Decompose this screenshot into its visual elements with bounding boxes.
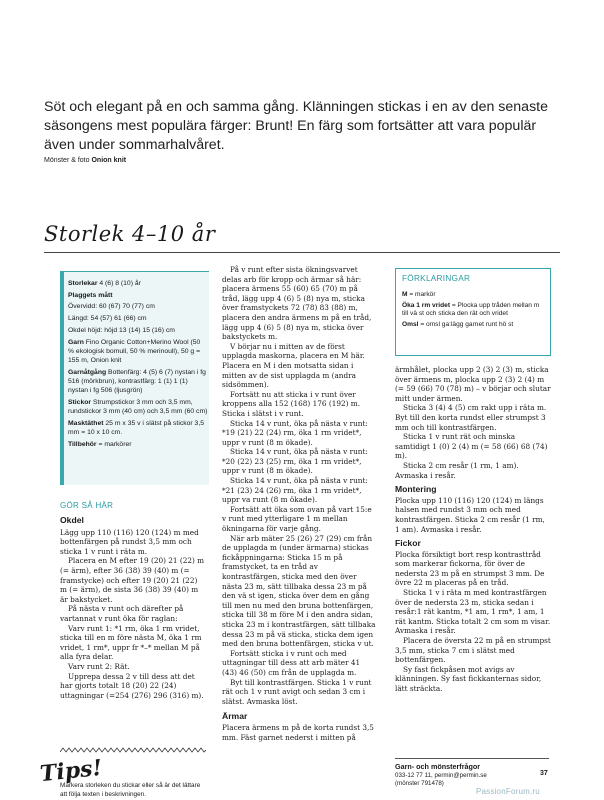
specs-box xyxy=(60,271,209,485)
col3-para: Sticka 2 cm resår (1 rm, 1 am). Avmaska i resår. xyxy=(395,460,519,480)
fickor-heading: Fickor xyxy=(395,538,421,549)
column-1-text xyxy=(60,516,206,700)
okdel-heading: Okdel xyxy=(60,515,84,525)
fork-oka-text: = Plocka upp tråden mellan m till vä st och sticka den rät och vridet xyxy=(402,301,540,318)
forklaringar-label: FÖRKLARINGAR xyxy=(402,274,471,283)
fork-m-label: M xyxy=(402,291,408,298)
col1-para: Varv runt 1: *1 rm, öka 1 rm vridet, sticka till en m före nästa M, öka 1 rm vridet, 1 rm*, uppr fr *–* mellan M på alla fyra delar. xyxy=(60,623,202,662)
spec-stickor: Strumpstickor 3 mm och 3,5 mm, rundstickor 3 mm (40 cm) och 3,5 mm (60 cm) xyxy=(68,399,208,415)
fork-omsl-label: Omsl xyxy=(402,320,419,328)
spec-garnatgang-label: Garnåtgång xyxy=(68,369,107,376)
spec-tillbehor-label: Tillbehör xyxy=(68,441,97,448)
col2-para: Fortsätt att öka som ovan på vart 15:e v runt med ytterligare 1 m mellan ökningarna för varje gång. xyxy=(222,504,372,534)
tips-text: Markera storleken du stickar eller så är det lättare att följa texten i beskrivningen. xyxy=(60,782,201,798)
col2-para: Fortsätt nu att sticka i v runt över kroppens alla 152 (168) 176 (192) m. Sticka i slätst i v runt. xyxy=(222,389,361,418)
spec-langd: Längd: 54 (57) 61 (66) cm xyxy=(68,315,147,322)
fork-omsl-text: = omsl ga:lägg garnet runt hö st xyxy=(420,320,514,328)
size-title: Storlek 4–10 år xyxy=(44,222,216,246)
spec-tillbehor: = markörer xyxy=(98,441,132,448)
col3-para: Sticka 1 v i räta m med kontrastfärgen över de nedersta 23 m, sticka sedan i resår:1 rät kantm, *1 am, 1 rm*, 1 am, 1 rät kantm. Sticka totalt 2 cm som m visar. Avmaska i resår. xyxy=(395,588,551,636)
col1-para: Lägg upp 110 (116) 120 (124) m med bottenfärgen på rundst 3,5 mm och sticka 1 v runt i räta m. xyxy=(60,527,199,556)
spec-storlekar: 4 (6) 8 (10) år xyxy=(99,280,141,287)
col2-para: Sticka 14 v runt, öka på nästa v runt: *19 (21) 22 (24) rm, öka 1 rm vridet*, uppr v runt (8 m ökade). xyxy=(222,418,368,447)
col2-para: Byt till kontrastfärgen. Sticka 1 v runt rät och 1 v runt avigt och sedan 3 cm i slätst. Avmaska löst. xyxy=(222,677,372,706)
spec-masktathet-label: Masktäthet xyxy=(68,420,104,427)
title-divider xyxy=(44,252,560,253)
page-number: 37 xyxy=(540,770,548,777)
credit-label: Mönster & foto xyxy=(44,157,90,164)
spec-garnatgang: Bottenfärg: 4 (5) 6 (7) nystan i fg 516 (mörkbrun), kontrastfärg: 1 (1) 1 (1) nystan i fg 506 (ljusgrön) xyxy=(68,369,206,394)
col3-para: Sticka 1 v runt rät och minska samtidigt 1 (0) 2 (4) m (= 58 (66) 68 (74) m). xyxy=(395,432,548,461)
col2-para: Sticka 14 v runt, öka på nästa v runt: *21 (23) 24 (26) rm, öka 1 rm vridet*, uppr va runt (8 m ökade). xyxy=(222,476,368,505)
contact-line-1: 033-12 77 11, permin@permin.se xyxy=(395,772,487,779)
col2-para: Fortsätt sticka i v runt och med uttagningar till dess att arb mäter 41 (43) 46 (50) cm från de upplagda m. xyxy=(222,648,361,677)
intro-text: Söt och elegant på en och samma gång. Klänningen stickas i en av den senaste säsongens mest populära färger: Brunt! En färg som fortsätter att vara populär även under sommarhalvåret. xyxy=(44,99,548,153)
col2-para: Sticka 14 v runt, öka på nästa v runt: *20 (22) 23 (25) rm, öka 1 rm vridet*, uppr v runt (8 m ökade). xyxy=(222,447,368,476)
col2-para: Placera ärmens m på de korta rundst 3,5 mm. Fäst garnet nederst i mitten på xyxy=(222,722,374,742)
credit-line xyxy=(44,157,126,164)
col3-para: Sticka 3 (4) 4 (5) cm rakt upp i räta m. Byt till den korta rundst eller strumpst 3 mm och till kontrastfärgen. xyxy=(395,403,547,432)
col1-para: Placera en M efter 19 (20) 21 (22) m (= ärm), efter 36 (38) 39 (40) m (= framstycke) och efter 19 (20) 21 (22) m (= ärm), de sista 36 (38) 39 (40) m är bakstycket. xyxy=(60,556,205,604)
spec-storlekar-label: Storlekar xyxy=(68,280,98,287)
zigzag-divider xyxy=(60,747,206,753)
watermark: PassionForum.ru xyxy=(476,787,540,796)
spec-masktathet: 25 m x 35 v i slätst på stickor 3,5 mm = 10 x 10 cm. xyxy=(68,420,205,436)
credit-name: Onion knit xyxy=(91,157,127,164)
col2-para: När arb mäter 25 (26) 27 (29) cm från de upplagda m (under ärmarna) stickas fickåppningarna: Sticka 15 m på framstycket, ta en tråd av kontrastfärgen, sticka med den över nästa 23 m, sätt tillbaka dessa 23 m på den vä st igen, sticka över dem en gång till men nu med den bruna bottenfärgen, sticka till 38 m före M i den andra sidan, sticka 23 m i kontrastfärgen, sätt tillbaka dessa 23 m på vä sticka, sticka dem igen med den bruna bottenfärgen, sticka v ut. xyxy=(222,533,376,649)
armar-heading: Ärmar xyxy=(222,711,248,722)
fork-m-text: = markör xyxy=(409,291,436,298)
contact-block xyxy=(395,762,551,788)
col3-para: ärmhålet, plocka upp 2 (3) 2 (3) m, sticka över ärmens m, plocka upp 2 (3) 2 (4) m (= 59 (66) 70 (78) m) – v börjar och slutar mitt under ärmen. xyxy=(395,365,551,403)
spec-overvidd: Övervidd: 60 (67) 70 (77) cm xyxy=(68,303,155,310)
spec-plaggets-label: Plaggets mått xyxy=(68,292,113,299)
col3-para: Sy fast fickpåsen mot avigs av klänningen. Sy fast fickkanternas sidor, lätt sträckta. xyxy=(395,664,542,693)
col2-para: V börjar nu i mitten av de först upplagda maskorna, placera en M här. Placera en M i den motsatta sidan i mitten av de sist upplagda m (andra sidsömmen). xyxy=(222,341,365,390)
spec-garn: Fino Organic Cotton+Merino Wool (50 % ekologisk bomull, 50 % merinoull), 50 g = 155 m, Onion knit xyxy=(68,339,201,364)
col3-para: Placera de översta 22 m på en strumpst 3,5 mm, sticka 7 cm i slätst med bottenfärgen. xyxy=(395,636,551,665)
col1-para: På nästa v runt och därefter på vartannat v runt öka för raglan: xyxy=(60,604,184,623)
col3-para: Plocka upp 110 (116) 120 (124) m längs halsen med rundst 3 mm och med kontrastfärgen. Sticka 2 cm resår (1 rm, 1 am). Avmaska i resår. xyxy=(395,495,545,534)
fork-oka-label: Öka 1 rm vridet xyxy=(402,301,451,309)
col3-para: Plocka försiktigt bort resp kontrasttråd som markerar fickorna, för över de nedersta 23 m på en strumpst 3 mm. De övre 22 m placeras på en tråd. xyxy=(395,549,545,588)
contact-divider xyxy=(395,758,549,759)
col1-para: Upprepa dessa 2 v till dess att det har gjorts totalt 18 (20) 22 (24) uttagningar (=254 (276) 296 (316) m). xyxy=(60,671,204,700)
column-2-text xyxy=(222,265,376,742)
spec-garn-label: Garn xyxy=(68,339,84,346)
spec-okdel: Okdel höjd: höjd 13 (14) 15 (16) cm xyxy=(68,327,175,334)
contact-heading: Garn- och mönsterfrågor xyxy=(395,762,481,771)
gor-sa-har-heading: GÖR SÅ HÄR xyxy=(60,501,114,510)
tips-title: Tips! xyxy=(38,754,104,788)
spec-stickor-label: Stickor xyxy=(68,399,92,406)
montering-heading: Montering xyxy=(395,484,437,495)
contact-line-2: (mönster 791478) xyxy=(395,780,444,787)
col1-para: Varv runt 2: Rät. xyxy=(68,661,130,671)
col2-para: På v runt efter sista ökningsvarvet delas arb för kropp och ärmar så här: placera ärmens 55 (60) 65 (70) m på tråd, lägg upp 4 (6) 5 (8) nya m, sticka över framstyckets 72 (78) 83 (88) m, placera den andra ärmens m på en tråd, lägg upp 4 (6) 5 (8) nya m, sticka över bakstyckets m. xyxy=(222,265,372,342)
column-3-text xyxy=(395,365,551,694)
forklaringar-box xyxy=(395,268,551,356)
